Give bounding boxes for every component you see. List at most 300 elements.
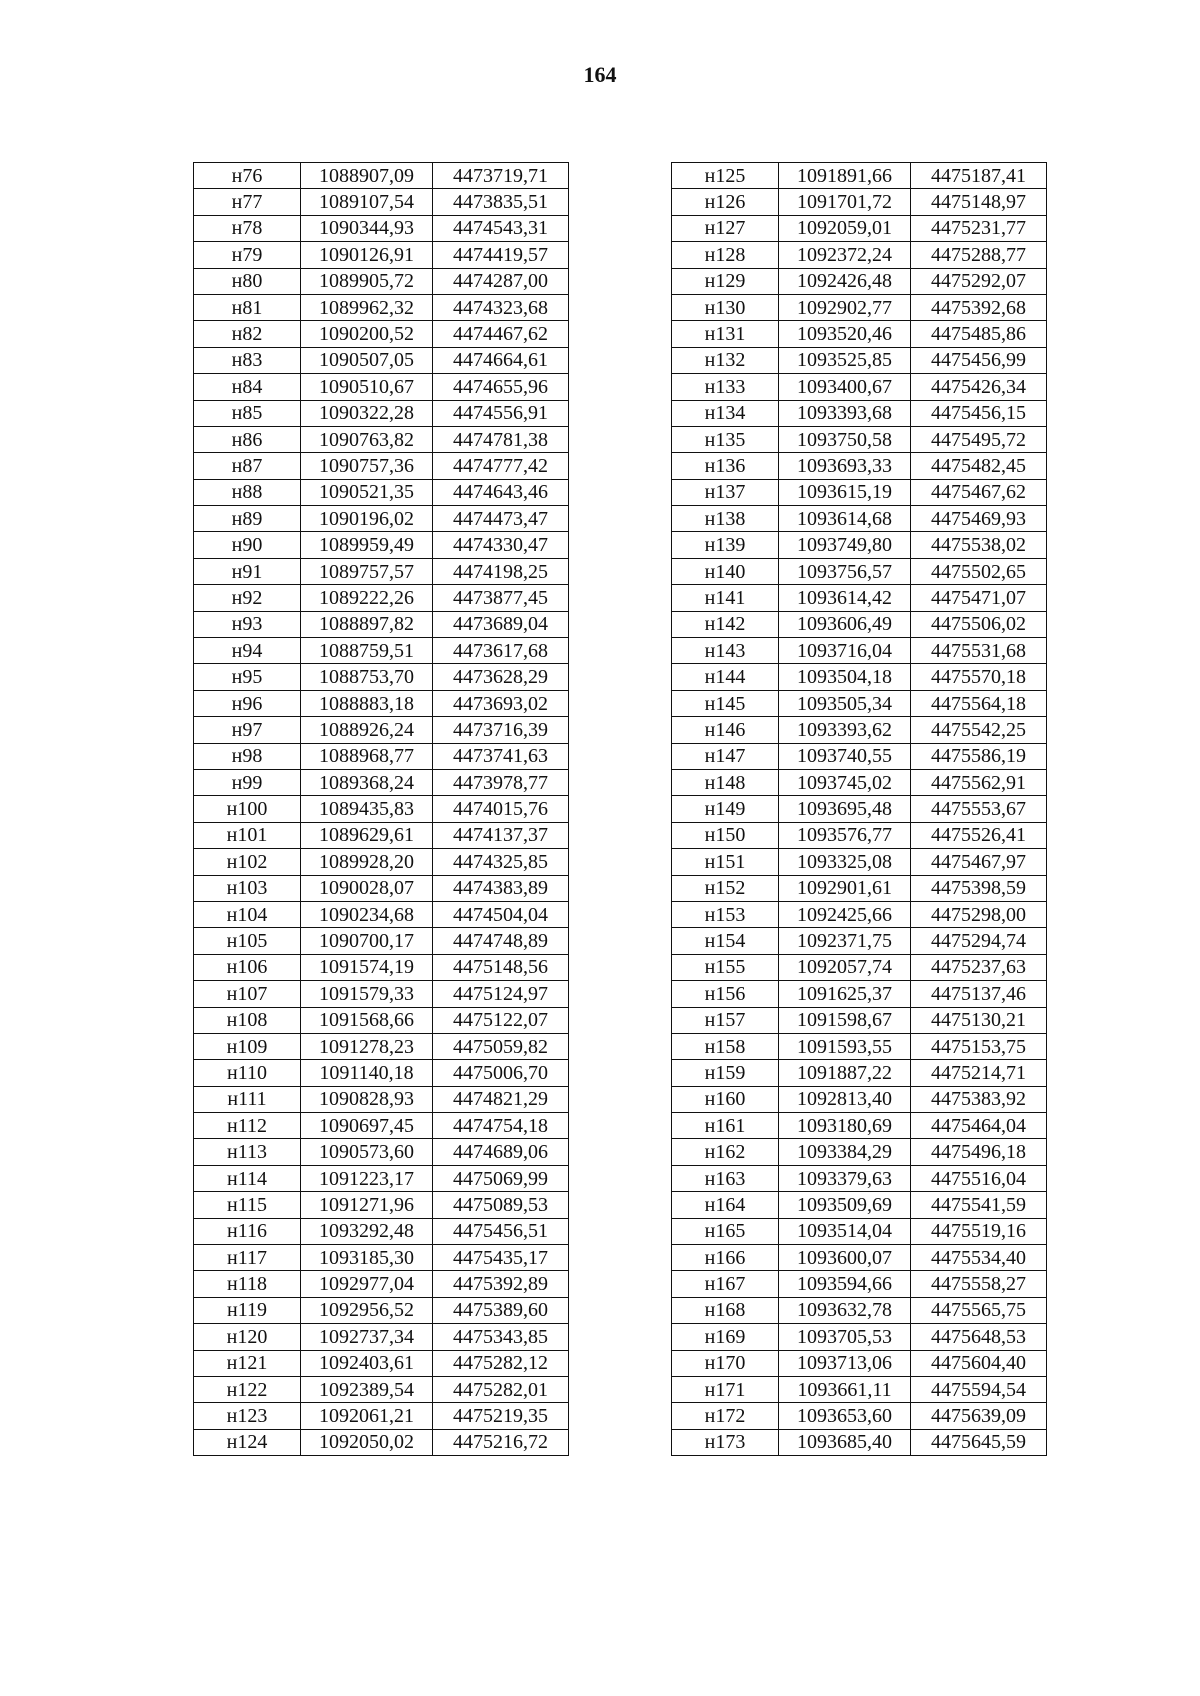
y-coordinate-cell: 4475456,99 — [911, 347, 1047, 373]
point-id-cell: н142 — [672, 611, 779, 637]
table-row — [194, 1086, 569, 1112]
y-coordinate-cell: 4474777,42 — [433, 453, 569, 479]
y-coordinate-cell: 4473741,63 — [433, 743, 569, 769]
table-row — [194, 1192, 569, 1218]
y-coordinate-cell: 4475383,92 — [911, 1086, 1047, 1112]
point-id-cell: н145 — [672, 690, 779, 716]
point-id-cell: н108 — [194, 1007, 301, 1033]
point-id-cell: н77 — [194, 189, 301, 215]
x-coordinate-cell: 1090510,67 — [301, 374, 433, 400]
table-row — [194, 1376, 569, 1402]
table-row — [194, 717, 569, 743]
table-row — [194, 1324, 569, 1350]
point-id-cell: н148 — [672, 769, 779, 795]
y-coordinate-cell: 4474754,18 — [433, 1113, 569, 1139]
table-row — [672, 928, 1047, 954]
x-coordinate-cell: 1088926,24 — [301, 717, 433, 743]
table-row — [194, 769, 569, 795]
table-row — [672, 822, 1047, 848]
x-coordinate-cell: 1093576,77 — [779, 822, 911, 848]
x-coordinate-cell: 1092057,74 — [779, 954, 911, 980]
x-coordinate-cell: 1093180,69 — [779, 1113, 911, 1139]
y-coordinate-cell: 4475069,99 — [433, 1165, 569, 1191]
x-coordinate-cell: 1090521,35 — [301, 479, 433, 505]
y-coordinate-cell: 4475216,72 — [433, 1429, 569, 1455]
point-id-cell: н172 — [672, 1403, 779, 1429]
table-row — [672, 849, 1047, 875]
point-id-cell: н113 — [194, 1139, 301, 1165]
y-coordinate-cell: 4474467,62 — [433, 321, 569, 347]
y-coordinate-cell: 4475558,27 — [911, 1271, 1047, 1297]
x-coordinate-cell: 1093393,68 — [779, 400, 911, 426]
y-coordinate-cell: 4475214,71 — [911, 1060, 1047, 1086]
x-coordinate-cell: 1093505,34 — [779, 690, 911, 716]
x-coordinate-cell: 1090507,05 — [301, 347, 433, 373]
x-coordinate-cell: 1091223,17 — [301, 1165, 433, 1191]
y-coordinate-cell: 4475435,17 — [433, 1245, 569, 1271]
table-row — [194, 1245, 569, 1271]
y-coordinate-cell: 4474664,61 — [433, 347, 569, 373]
x-coordinate-cell: 1090196,02 — [301, 506, 433, 532]
point-id-cell: н112 — [194, 1113, 301, 1139]
y-coordinate-cell: 4475519,16 — [911, 1218, 1047, 1244]
table-row — [672, 374, 1047, 400]
x-coordinate-cell: 1093325,08 — [779, 849, 911, 875]
point-id-cell: н78 — [194, 215, 301, 241]
table-row — [672, 294, 1047, 320]
x-coordinate-cell: 1090322,28 — [301, 400, 433, 426]
y-coordinate-cell: 4473617,68 — [433, 638, 569, 664]
y-coordinate-cell: 4475294,74 — [911, 928, 1047, 954]
table-row — [194, 242, 569, 268]
table-body-left — [194, 163, 569, 1456]
x-coordinate-cell: 1093685,40 — [779, 1429, 911, 1455]
table-row — [672, 769, 1047, 795]
y-coordinate-cell: 4475502,65 — [911, 558, 1047, 584]
x-coordinate-cell: 1093661,11 — [779, 1376, 911, 1402]
table-row — [194, 690, 569, 716]
y-coordinate-cell: 4473978,77 — [433, 769, 569, 795]
point-id-cell: н130 — [672, 294, 779, 320]
table-row — [672, 268, 1047, 294]
y-coordinate-cell: 4473835,51 — [433, 189, 569, 215]
x-coordinate-cell: 1093695,48 — [779, 796, 911, 822]
y-coordinate-cell: 4475148,97 — [911, 189, 1047, 215]
point-id-cell: н102 — [194, 849, 301, 875]
x-coordinate-cell: 1092902,77 — [779, 294, 911, 320]
table-row — [672, 479, 1047, 505]
point-id-cell: н143 — [672, 638, 779, 664]
y-coordinate-cell: 4475471,07 — [911, 585, 1047, 611]
point-id-cell: н132 — [672, 347, 779, 373]
x-coordinate-cell: 1093594,66 — [779, 1271, 911, 1297]
point-id-cell: н87 — [194, 453, 301, 479]
point-id-cell: н151 — [672, 849, 779, 875]
x-coordinate-cell: 1093750,58 — [779, 426, 911, 452]
x-coordinate-cell: 1093509,69 — [779, 1192, 911, 1218]
table-row — [194, 638, 569, 664]
table-row — [194, 901, 569, 927]
y-coordinate-cell: 4475187,41 — [911, 163, 1047, 189]
y-coordinate-cell: 4475153,75 — [911, 1033, 1047, 1059]
y-coordinate-cell: 4474137,37 — [433, 822, 569, 848]
x-coordinate-cell: 1093740,55 — [779, 743, 911, 769]
point-id-cell: н115 — [194, 1192, 301, 1218]
x-coordinate-cell: 1090828,93 — [301, 1086, 433, 1112]
table-row — [672, 1113, 1047, 1139]
x-coordinate-cell: 1091574,19 — [301, 954, 433, 980]
table-row — [672, 189, 1047, 215]
point-id-cell: н165 — [672, 1218, 779, 1244]
y-coordinate-cell: 4475006,70 — [433, 1060, 569, 1086]
point-id-cell: н161 — [672, 1113, 779, 1139]
point-id-cell: н92 — [194, 585, 301, 611]
table-row — [672, 1376, 1047, 1402]
point-id-cell: н110 — [194, 1060, 301, 1086]
table-row — [194, 426, 569, 452]
x-coordinate-cell: 1093514,04 — [779, 1218, 911, 1244]
x-coordinate-cell: 1088897,82 — [301, 611, 433, 637]
point-id-cell: н152 — [672, 875, 779, 901]
y-coordinate-cell: 4475553,67 — [911, 796, 1047, 822]
table-row — [672, 1218, 1047, 1244]
table-row — [194, 1297, 569, 1323]
x-coordinate-cell: 1092425,66 — [779, 901, 911, 927]
y-coordinate-cell: 4475586,19 — [911, 743, 1047, 769]
x-coordinate-cell: 1093520,46 — [779, 321, 911, 347]
table-row — [194, 849, 569, 875]
table-row — [194, 558, 569, 584]
x-coordinate-cell: 1092956,52 — [301, 1297, 433, 1323]
x-coordinate-cell: 1089368,24 — [301, 769, 433, 795]
point-id-cell: н121 — [194, 1350, 301, 1376]
y-coordinate-cell: 4475282,01 — [433, 1376, 569, 1402]
x-coordinate-cell: 1093653,60 — [779, 1403, 911, 1429]
point-id-cell: н140 — [672, 558, 779, 584]
coordinates-table-right — [671, 162, 1047, 1456]
point-id-cell: н120 — [194, 1324, 301, 1350]
point-id-cell: н85 — [194, 400, 301, 426]
x-coordinate-cell: 1091701,72 — [779, 189, 911, 215]
y-coordinate-cell: 4475495,72 — [911, 426, 1047, 452]
y-coordinate-cell: 4474504,04 — [433, 901, 569, 927]
y-coordinate-cell: 4474198,25 — [433, 558, 569, 584]
point-id-cell: н138 — [672, 506, 779, 532]
point-id-cell: н158 — [672, 1033, 779, 1059]
table-row — [672, 506, 1047, 532]
point-id-cell: н109 — [194, 1033, 301, 1059]
x-coordinate-cell: 1091887,22 — [779, 1060, 911, 1086]
x-coordinate-cell: 1088968,77 — [301, 743, 433, 769]
point-id-cell: н81 — [194, 294, 301, 320]
y-coordinate-cell: 4475288,77 — [911, 242, 1047, 268]
table-row — [672, 1271, 1047, 1297]
x-coordinate-cell: 1091278,23 — [301, 1033, 433, 1059]
x-coordinate-cell: 1091891,66 — [779, 163, 911, 189]
table-row — [672, 242, 1047, 268]
y-coordinate-cell: 4474643,46 — [433, 479, 569, 505]
point-id-cell: н135 — [672, 426, 779, 452]
y-coordinate-cell: 4475564,18 — [911, 690, 1047, 716]
x-coordinate-cell: 1093600,07 — [779, 1245, 911, 1271]
table-row — [194, 611, 569, 637]
table-row — [194, 743, 569, 769]
point-id-cell: н114 — [194, 1165, 301, 1191]
table-row — [194, 532, 569, 558]
table-row — [672, 1086, 1047, 1112]
table-row — [194, 1139, 569, 1165]
table-row — [672, 453, 1047, 479]
y-coordinate-cell: 4475538,02 — [911, 532, 1047, 558]
y-coordinate-cell: 4475541,59 — [911, 1192, 1047, 1218]
table-row — [194, 1060, 569, 1086]
y-coordinate-cell: 4475516,04 — [911, 1165, 1047, 1191]
x-coordinate-cell: 1092737,34 — [301, 1324, 433, 1350]
point-id-cell: н166 — [672, 1245, 779, 1271]
point-id-cell: н97 — [194, 717, 301, 743]
y-coordinate-cell: 4474323,68 — [433, 294, 569, 320]
y-coordinate-cell: 4475219,35 — [433, 1403, 569, 1429]
page-number: 164 — [583, 62, 617, 87]
point-id-cell: н122 — [194, 1376, 301, 1402]
point-id-cell: н82 — [194, 321, 301, 347]
y-coordinate-cell: 4475467,97 — [911, 849, 1047, 875]
x-coordinate-cell: 1090234,68 — [301, 901, 433, 927]
table-row — [194, 1350, 569, 1376]
table-row — [194, 585, 569, 611]
point-id-cell: н79 — [194, 242, 301, 268]
point-id-cell: н84 — [194, 374, 301, 400]
y-coordinate-cell: 4474015,76 — [433, 796, 569, 822]
x-coordinate-cell: 1092403,61 — [301, 1350, 433, 1376]
x-coordinate-cell: 1091579,33 — [301, 981, 433, 1007]
point-id-cell: н156 — [672, 981, 779, 1007]
point-id-cell: н159 — [672, 1060, 779, 1086]
point-id-cell: н171 — [672, 1376, 779, 1402]
point-id-cell: н98 — [194, 743, 301, 769]
point-id-cell: н99 — [194, 769, 301, 795]
x-coordinate-cell: 1093716,04 — [779, 638, 911, 664]
table-row — [672, 1060, 1047, 1086]
y-coordinate-cell: 4475565,75 — [911, 1297, 1047, 1323]
point-id-cell: н141 — [672, 585, 779, 611]
table-row — [672, 875, 1047, 901]
point-id-cell: н80 — [194, 268, 301, 294]
table-row — [194, 1033, 569, 1059]
table-row — [194, 268, 569, 294]
point-id-cell: н76 — [194, 163, 301, 189]
x-coordinate-cell: 1093185,30 — [301, 1245, 433, 1271]
y-coordinate-cell: 4475392,68 — [911, 294, 1047, 320]
y-coordinate-cell: 4475343,85 — [433, 1324, 569, 1350]
table-row — [194, 875, 569, 901]
x-coordinate-cell: 1089222,26 — [301, 585, 433, 611]
x-coordinate-cell: 1093504,18 — [779, 664, 911, 690]
table-row — [672, 690, 1047, 716]
x-coordinate-cell: 1090757,36 — [301, 453, 433, 479]
x-coordinate-cell: 1093614,42 — [779, 585, 911, 611]
x-coordinate-cell: 1093525,85 — [779, 347, 911, 373]
point-id-cell: н118 — [194, 1271, 301, 1297]
x-coordinate-cell: 1090573,60 — [301, 1139, 433, 1165]
table-row — [672, 585, 1047, 611]
table-row — [672, 400, 1047, 426]
y-coordinate-cell: 4475456,51 — [433, 1218, 569, 1244]
table-row — [194, 347, 569, 373]
table-row — [672, 1429, 1047, 1455]
point-id-cell: н155 — [672, 954, 779, 980]
y-coordinate-cell: 4475231,77 — [911, 215, 1047, 241]
y-coordinate-cell: 4475594,54 — [911, 1376, 1047, 1402]
y-coordinate-cell: 4475148,56 — [433, 954, 569, 980]
y-coordinate-cell: 4474419,57 — [433, 242, 569, 268]
point-id-cell: н89 — [194, 506, 301, 532]
table-row — [672, 1403, 1047, 1429]
table-row — [672, 1245, 1047, 1271]
point-id-cell: н93 — [194, 611, 301, 637]
point-id-cell: н153 — [672, 901, 779, 927]
y-coordinate-cell: 4475282,12 — [433, 1350, 569, 1376]
x-coordinate-cell: 1092813,40 — [779, 1086, 911, 1112]
table-row — [672, 1192, 1047, 1218]
x-coordinate-cell: 1089435,83 — [301, 796, 433, 822]
y-coordinate-cell: 4475464,04 — [911, 1113, 1047, 1139]
point-id-cell: н170 — [672, 1350, 779, 1376]
point-id-cell: н139 — [672, 532, 779, 558]
y-coordinate-cell: 4475496,18 — [911, 1139, 1047, 1165]
x-coordinate-cell: 1093393,62 — [779, 717, 911, 743]
point-id-cell: н162 — [672, 1139, 779, 1165]
y-coordinate-cell: 4475485,86 — [911, 321, 1047, 347]
x-coordinate-cell: 1093384,29 — [779, 1139, 911, 1165]
y-coordinate-cell: 4474325,85 — [433, 849, 569, 875]
point-id-cell: н86 — [194, 426, 301, 452]
point-id-cell: н167 — [672, 1271, 779, 1297]
x-coordinate-cell: 1090344,93 — [301, 215, 433, 241]
table-row — [672, 1007, 1047, 1033]
x-coordinate-cell: 1092050,02 — [301, 1429, 433, 1455]
y-coordinate-cell: 4474543,31 — [433, 215, 569, 241]
y-coordinate-cell: 4475570,18 — [911, 664, 1047, 690]
y-coordinate-cell: 4474689,06 — [433, 1139, 569, 1165]
table-row — [672, 347, 1047, 373]
point-id-cell: н134 — [672, 400, 779, 426]
point-id-cell: н136 — [672, 453, 779, 479]
y-coordinate-cell: 4475122,07 — [433, 1007, 569, 1033]
x-coordinate-cell: 1093292,48 — [301, 1218, 433, 1244]
y-coordinate-cell: 4474473,47 — [433, 506, 569, 532]
x-coordinate-cell: 1090700,17 — [301, 928, 433, 954]
y-coordinate-cell: 4473693,02 — [433, 690, 569, 716]
x-coordinate-cell: 1092389,54 — [301, 1376, 433, 1402]
table-row — [672, 796, 1047, 822]
x-coordinate-cell: 1091598,67 — [779, 1007, 911, 1033]
table-row — [194, 189, 569, 215]
point-id-cell: н150 — [672, 822, 779, 848]
y-coordinate-cell: 4475645,59 — [911, 1429, 1047, 1455]
point-id-cell: н107 — [194, 981, 301, 1007]
table-row — [672, 558, 1047, 584]
point-id-cell: н104 — [194, 901, 301, 927]
x-coordinate-cell: 1091568,66 — [301, 1007, 433, 1033]
x-coordinate-cell: 1089962,32 — [301, 294, 433, 320]
table-row — [672, 426, 1047, 452]
y-coordinate-cell: 4475237,63 — [911, 954, 1047, 980]
table-row — [194, 1429, 569, 1455]
x-coordinate-cell: 1089757,57 — [301, 558, 433, 584]
x-coordinate-cell: 1088759,51 — [301, 638, 433, 664]
y-coordinate-cell: 4474287,00 — [433, 268, 569, 294]
y-coordinate-cell: 4475059,82 — [433, 1033, 569, 1059]
y-coordinate-cell: 4474821,29 — [433, 1086, 569, 1112]
point-id-cell: н83 — [194, 347, 301, 373]
table-row — [194, 400, 569, 426]
x-coordinate-cell: 1092426,48 — [779, 268, 911, 294]
y-coordinate-cell: 4475456,15 — [911, 400, 1047, 426]
point-id-cell: н133 — [672, 374, 779, 400]
x-coordinate-cell: 1093693,33 — [779, 453, 911, 479]
x-coordinate-cell: 1090028,07 — [301, 875, 433, 901]
x-coordinate-cell: 1092372,24 — [779, 242, 911, 268]
table-row — [672, 1033, 1047, 1059]
point-id-cell: н91 — [194, 558, 301, 584]
table-row — [194, 1218, 569, 1244]
x-coordinate-cell: 1093379,63 — [779, 1165, 911, 1191]
coordinates-table-left — [193, 162, 569, 1456]
x-coordinate-cell: 1090126,91 — [301, 242, 433, 268]
y-coordinate-cell: 4475506,02 — [911, 611, 1047, 637]
y-coordinate-cell: 4475526,41 — [911, 822, 1047, 848]
table-row — [194, 163, 569, 189]
x-coordinate-cell: 1089107,54 — [301, 189, 433, 215]
x-coordinate-cell: 1089959,49 — [301, 532, 433, 558]
point-id-cell: н106 — [194, 954, 301, 980]
x-coordinate-cell: 1088883,18 — [301, 690, 433, 716]
x-coordinate-cell: 1089928,20 — [301, 849, 433, 875]
point-id-cell: н144 — [672, 664, 779, 690]
y-coordinate-cell: 4475531,68 — [911, 638, 1047, 664]
y-coordinate-cell: 4474556,91 — [433, 400, 569, 426]
point-id-cell: н94 — [194, 638, 301, 664]
y-coordinate-cell: 4475398,59 — [911, 875, 1047, 901]
table-row — [194, 479, 569, 505]
table-row — [672, 532, 1047, 558]
x-coordinate-cell: 1092061,21 — [301, 1403, 433, 1429]
point-id-cell: н116 — [194, 1218, 301, 1244]
table-row — [194, 822, 569, 848]
y-coordinate-cell: 4475426,34 — [911, 374, 1047, 400]
point-id-cell: н127 — [672, 215, 779, 241]
table-row — [672, 321, 1047, 347]
point-id-cell: н125 — [672, 163, 779, 189]
point-id-cell: н169 — [672, 1324, 779, 1350]
y-coordinate-cell: 4475292,07 — [911, 268, 1047, 294]
table-row — [672, 1165, 1047, 1191]
y-coordinate-cell: 4475124,97 — [433, 981, 569, 1007]
y-coordinate-cell: 4475648,53 — [911, 1324, 1047, 1350]
y-coordinate-cell: 4474330,47 — [433, 532, 569, 558]
x-coordinate-cell: 1090763,82 — [301, 426, 433, 452]
point-id-cell: н117 — [194, 1245, 301, 1271]
point-id-cell: н124 — [194, 1429, 301, 1455]
point-id-cell: н95 — [194, 664, 301, 690]
point-id-cell: н111 — [194, 1086, 301, 1112]
y-coordinate-cell: 4475542,25 — [911, 717, 1047, 743]
table-row — [194, 664, 569, 690]
x-coordinate-cell: 1089905,72 — [301, 268, 433, 294]
x-coordinate-cell: 1093614,68 — [779, 506, 911, 532]
y-coordinate-cell: 4475604,40 — [911, 1350, 1047, 1376]
